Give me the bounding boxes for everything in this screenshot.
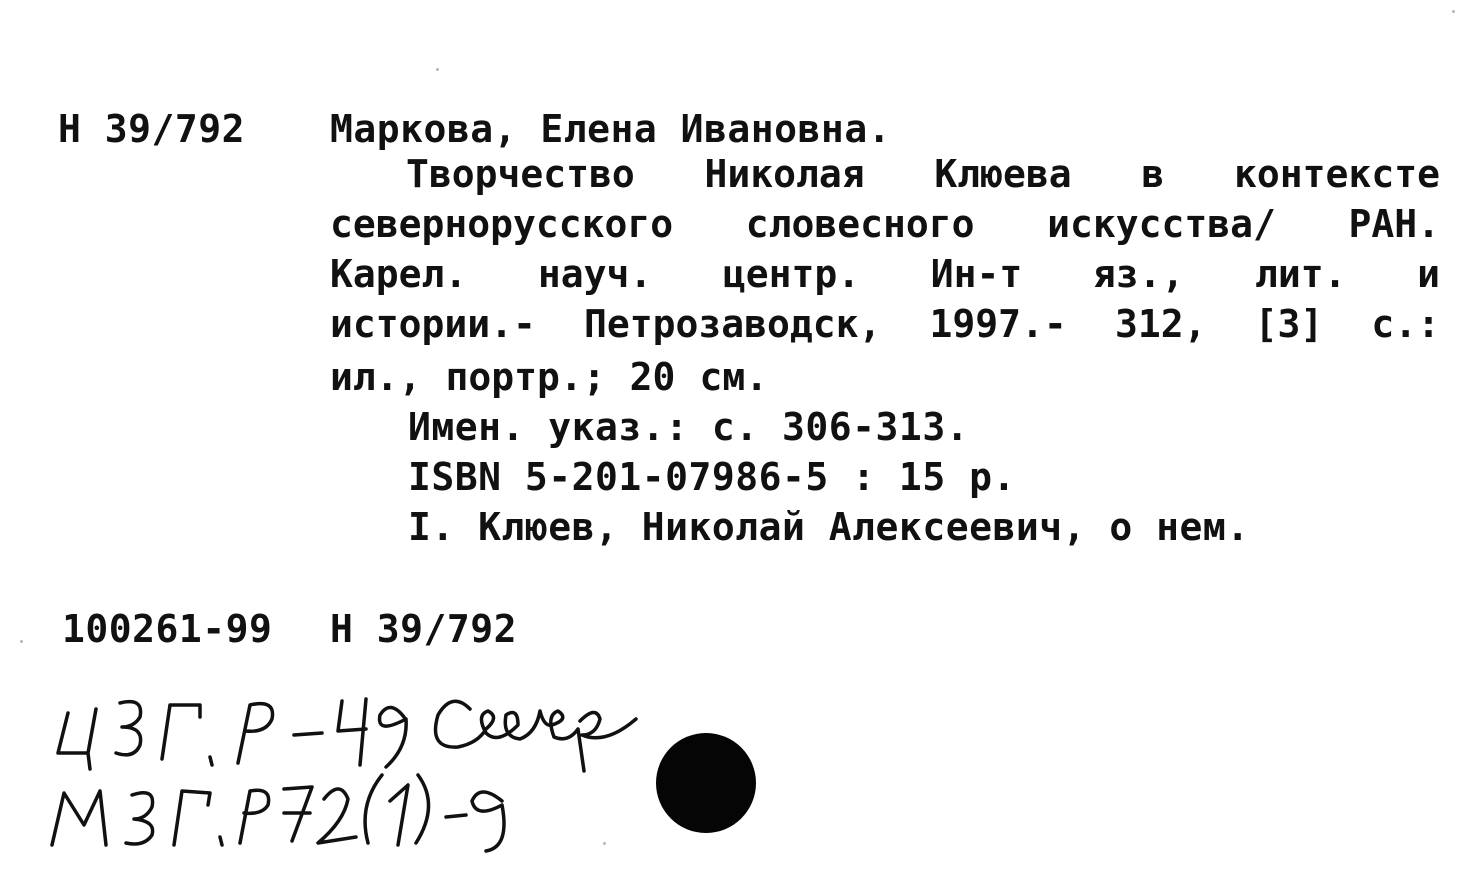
title-word: 20 bbox=[629, 355, 676, 399]
speck bbox=[20, 640, 23, 643]
word-gap bbox=[606, 358, 630, 396]
title-word: словесного bbox=[745, 202, 975, 246]
title-word: севернорусского bbox=[330, 202, 674, 246]
title-word: [3] bbox=[1254, 302, 1324, 346]
isbn-price: ISBN 5-201-07986-5 : 15 р. bbox=[408, 455, 1016, 499]
title-word: науч. bbox=[537, 252, 653, 296]
handwritten-glyph bbox=[210, 757, 212, 765]
handwritten-glyph bbox=[162, 705, 200, 759]
title-word: Творчество bbox=[406, 152, 635, 196]
handwritten-glyph bbox=[446, 815, 466, 817]
handwritten-glyph bbox=[436, 701, 637, 771]
title-word: Николая bbox=[704, 152, 865, 196]
handwritten-glyph bbox=[416, 775, 429, 843]
accession-number: 100261-99 bbox=[62, 607, 273, 651]
title-line-3 bbox=[330, 252, 1440, 296]
handwritten-glyph bbox=[318, 789, 356, 843]
handwritten-glyph bbox=[365, 775, 382, 843]
title-word: Петрозаводск, bbox=[584, 302, 882, 346]
title-word: истории.- bbox=[330, 302, 536, 346]
title-word: искусства/ bbox=[1047, 202, 1276, 246]
word-gap bbox=[675, 358, 699, 396]
title-word: ил., bbox=[330, 355, 422, 399]
word-gap bbox=[422, 358, 446, 396]
subject-entry: I. Клюев, Николай Алексеевич, о нем. bbox=[408, 505, 1250, 549]
handwritten-glyph bbox=[58, 709, 96, 769]
title-word: см. bbox=[699, 355, 769, 399]
handwritten-glyph bbox=[284, 787, 312, 841]
title-word: и bbox=[1417, 252, 1440, 296]
handwriting-strokes bbox=[40, 675, 660, 855]
index-note: Имен. указ.: с. 306-313. bbox=[408, 405, 970, 449]
call-number-top: Н 39/792 bbox=[58, 107, 246, 151]
ink-stamp-dot bbox=[656, 733, 756, 833]
handwritten-glyph bbox=[240, 790, 269, 843]
handwritten-shelf-marks bbox=[40, 675, 660, 855]
handwritten-glyph bbox=[390, 785, 408, 845]
title-word: Карел. bbox=[330, 252, 468, 296]
title-word: контексте bbox=[1234, 152, 1440, 196]
title-word: 1997.- bbox=[929, 302, 1067, 346]
title-line-4 bbox=[330, 302, 1440, 346]
title-line-1 bbox=[406, 152, 1440, 196]
title-word: Ин-т bbox=[930, 252, 1023, 296]
title-word: центр. bbox=[722, 252, 861, 296]
handwritten-glyph bbox=[380, 707, 407, 767]
title-word: лит. bbox=[1254, 252, 1347, 296]
title-word: в bbox=[1141, 152, 1165, 196]
title-word: портр.; bbox=[445, 355, 606, 399]
handwritten-glyph bbox=[52, 791, 106, 845]
title-word: Клюева bbox=[934, 152, 1072, 196]
handwritten-glyph bbox=[126, 793, 153, 844]
title-word: РАН. bbox=[1348, 202, 1440, 246]
speck bbox=[436, 68, 439, 71]
title-line-5 bbox=[330, 355, 1440, 399]
title-word: с.: bbox=[1371, 302, 1440, 346]
title-word: яз., bbox=[1092, 252, 1185, 296]
title-word: 312, bbox=[1114, 302, 1207, 346]
handwritten-glyph bbox=[174, 791, 210, 845]
title-line-2 bbox=[330, 202, 1440, 246]
call-number-bottom: Н 39/792 bbox=[330, 607, 518, 651]
handwritten-glyph bbox=[472, 792, 504, 851]
handwritten-glyph bbox=[238, 704, 273, 763]
handwritten-glyph bbox=[294, 733, 322, 735]
handwritten-glyph bbox=[116, 702, 141, 755]
handwritten-glyph bbox=[220, 837, 222, 845]
handwritten-glyph bbox=[338, 699, 366, 765]
author-name: Маркова, Елена Ивановна. bbox=[330, 107, 892, 151]
speck bbox=[1452, 10, 1455, 13]
